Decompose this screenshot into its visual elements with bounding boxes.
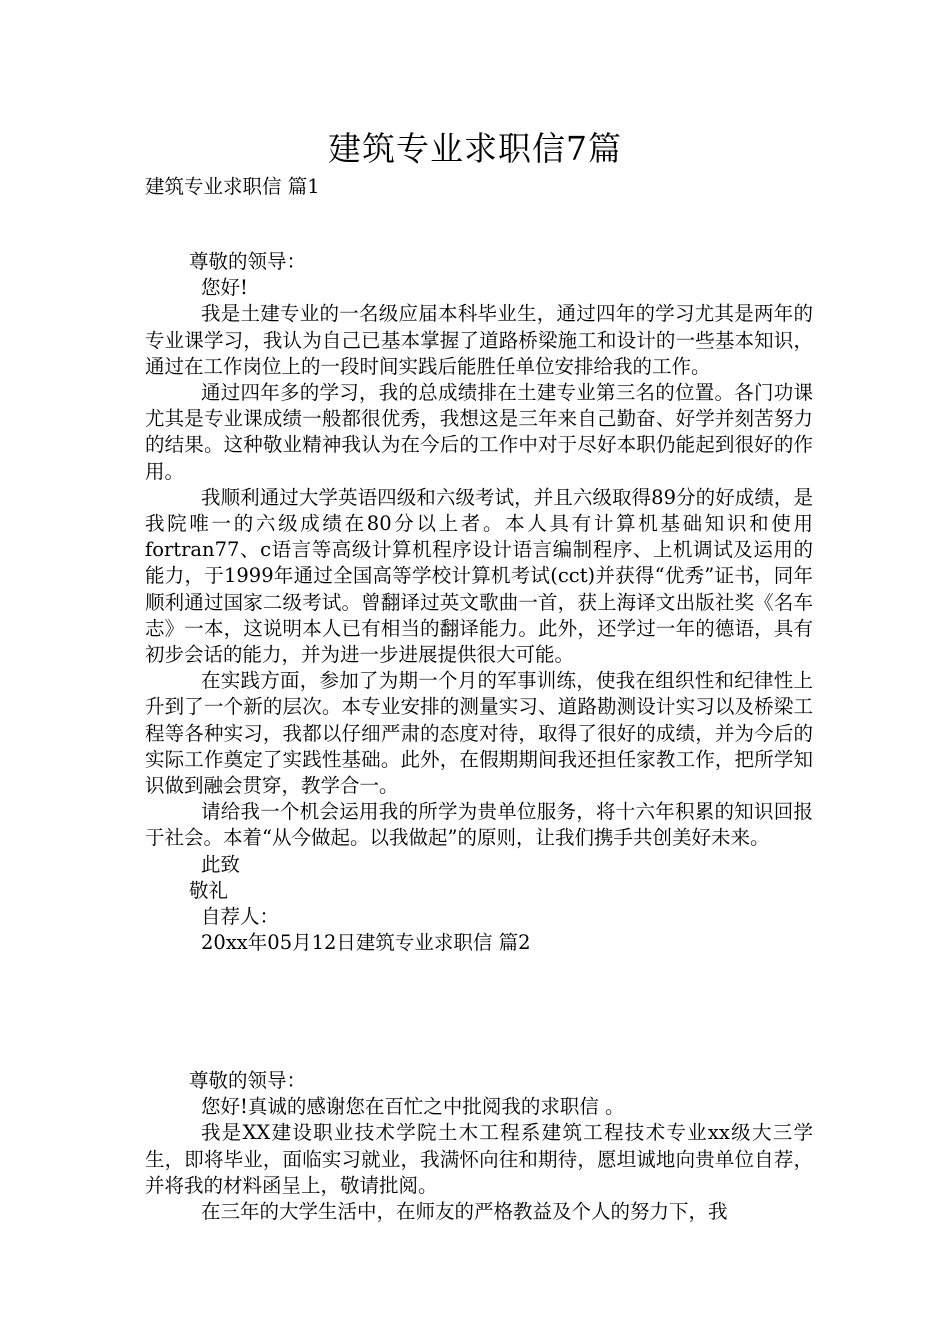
- salutation: 尊敬的领导：: [189, 250, 307, 273]
- letter-2: [145, 1068, 813, 1225]
- paragraph: 我顺利通过大学英语四级和六级考试，并且六级取得89分的好成绩，是我院唯一的六级成绩在80分以上者。本人具有计算机基础知识和使用fortran77、c语言等高级计算机程序设计语言编制程序、上机调试及运用的能力，于1999年通过全国高等学校计算机考试(cct)并获得“优秀”证书，同年顺利通过国家二级考试。曾翻译过英文歌曲一首，获上海译文出版社奖《名车志》一本，这说明本人已有相当的翻译能力。此外，还学过一年的德语，具有初步会话的能力，并为进一步进展提供很大可能。: [145, 485, 813, 667]
- greeting: 您好!真诚的感谢您在百忙之中批阅我的求职信 。: [201, 1095, 625, 1119]
- date-and-next-heading: 20xx年05月12日建筑专业求职信 篇2: [201, 931, 531, 955]
- paragraph: 请给我一个机会运用我的所学为贵单位服务，将十六年积累的知识回报于社会。本着“从今做起。以我做起”的原则，让我们携手共创美好未来。: [145, 800, 813, 850]
- paragraph: 在实践方面，参加了为期一个月的军事训练，使我在组织性和纪律性上升到了一个新的层次。本专业安排的测量实习、道路勘测设计实习以及桥梁工程等各种实习，我都以仔细严肃的态度对待，取得了很好的成绩，并为今后的实际工作奠定了实践性基础。此外，在假期期间我还担任家教工作，把所学知识做到融会贯穿，教学合一。: [145, 669, 813, 798]
- document-title: 建筑专业求职信7篇: [328, 129, 622, 168]
- greeting: 您好!: [201, 276, 248, 300]
- paragraph: 我是XX建设职业技术学院土木工程系建筑工程技术专业xx级大三学生，即将毕业，面临实习就业，我满怀向往和期待，愿坦诚地向贵单位自荐，并将我的材料函呈上，敬请批阅。: [145, 1121, 813, 1197]
- paragraph: 在三年的大学生活中，在师友的严格教益及个人的努力下，我: [201, 1200, 728, 1224]
- signature: 自荐人：: [201, 905, 280, 929]
- salutation: 尊敬的领导：: [189, 1069, 307, 1092]
- paragraph: 通过四年多的学习，我的总成绩排在土建专业第三名的位置。各门功课尤其是专业课成绩一般都很优秀，我想这是三年来自己勤奋、好学并刻苦努力的结果。这种敬业精神我认为在今后的工作中对于尽好本职仍能起到很好的作用。: [145, 381, 813, 483]
- letter-1: [145, 249, 813, 956]
- section-heading-1: 建筑专业求职信 篇1: [145, 175, 320, 198]
- paragraph: 我是土建专业的一名级应届本科毕业生，通过四年的学习尤其是两年的专业课学习，我认为自己已基本掌握了道路桥梁施工和设计的一些基本知识，通过在工作岗位上的一段时间实践后能胜任单位安排给我的工作。: [145, 302, 813, 378]
- closing-line: 敬礼: [189, 878, 229, 902]
- closing-line: 此致: [201, 852, 241, 876]
